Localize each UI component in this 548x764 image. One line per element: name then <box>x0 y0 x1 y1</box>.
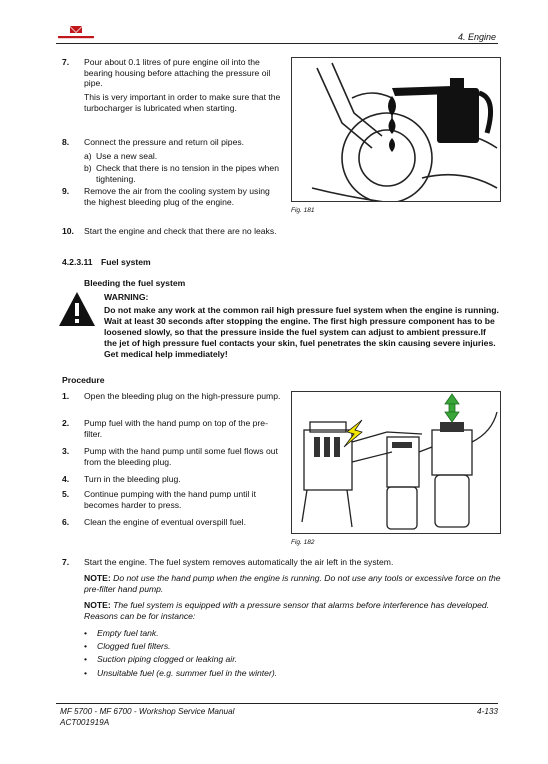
step-10 <box>62 226 502 237</box>
list-item: • Empty fuel tank. <box>84 628 484 639</box>
turbocharger-oil-illustration <box>292 58 501 202</box>
procedure-step-4 <box>62 474 284 488</box>
step-text: Pump fuel with the hand pump on top of the pre-filter. <box>84 418 268 439</box>
fuel-pump-illustration <box>292 392 501 534</box>
step-number: 9. <box>62 186 70 196</box>
footer-manual-title: MF 5700 - MF 6700 - Workshop Service Manual <box>60 707 235 716</box>
list-item: • Suction piping clogged or leaking air. <box>84 654 484 665</box>
bleeding-heading: Bleeding the fuel system <box>84 278 186 288</box>
step-9 <box>62 186 284 210</box>
section-title: 4. Engine <box>457 32 496 42</box>
step-text: Remove the air from the cooling system by using the highest bleeding plug of the engine. <box>84 186 270 207</box>
note-text: Do not use the hand pump when the engine is running. Do not use any tools or excessive force on the pre-filter hand pump. <box>84 573 501 595</box>
step-text: Start the engine and check that there are no leaks. <box>84 226 277 236</box>
step-number: 3. <box>62 446 70 456</box>
step-text: Continue pumping with the hand pump until it becomes harder to press. <box>84 489 256 510</box>
warning-text: Do not make any work at the common rail high pressure fuel system when the engine is running. Wait at least 30 seconds after stopping the engine. The first high pressure component has to be loosened slowly, so that the pressure inside the fuel system can adjust to ambient pressure.If the jet of high pressure fuel contacts your skin, fuel penetrates the skin causing severe injuries. Get medical help immediately! <box>104 305 499 359</box>
figure-181-caption: Fig. 181 <box>291 207 315 214</box>
list-item: • Unsuitable fuel (e.g. summer fuel in the winter). <box>84 668 484 679</box>
step-7 <box>62 57 284 117</box>
step-text: Start the engine. The fuel system removes automatically the air left in the system. <box>84 557 394 567</box>
footer-divider <box>56 703 498 704</box>
step-number: 1. <box>62 391 70 401</box>
step-number: 4. <box>62 474 70 484</box>
sub-step-a <box>84 151 284 162</box>
figure-181-turbocharger-oil <box>291 57 501 202</box>
footer-page-number: 4-133 <box>477 707 498 716</box>
warning-title: WARNING: <box>104 292 149 302</box>
step-text: Turn in the bleeding plug. <box>84 474 181 484</box>
step-number: 5. <box>62 489 70 499</box>
step-number: 7. <box>62 557 70 567</box>
note-label: NOTE: <box>84 600 111 610</box>
subsection-heading <box>62 257 151 268</box>
reasons-list <box>84 628 484 681</box>
step-text: This is very important in order to make sure that the turbocharger is lubricated when starting. <box>84 92 281 113</box>
note-hand-pump <box>84 573 502 595</box>
procedure-step-6 <box>62 517 284 531</box>
step-text: Pour about 0.1 litres of pure engine oil into the bearing housing before attaching the pressure oil pipe. <box>84 57 271 89</box>
sub-label: b) <box>84 163 92 174</box>
procedure-step-3 <box>62 446 284 470</box>
step-8 <box>62 137 284 185</box>
massey-ferguson-logo <box>56 26 96 40</box>
step-text: Open the bleeding plug on the high-pressure pump. <box>84 391 281 401</box>
subsection-number: 4.2.3.11 <box>62 257 93 267</box>
procedure-step-2 <box>62 418 284 442</box>
sub-label: a) <box>84 150 92 161</box>
sub-text: Use a new seal. <box>96 150 158 161</box>
step-text: Pump with the hand pump until some fuel flows out from the bleeding plug. <box>84 446 278 467</box>
page-header <box>56 26 498 44</box>
procedure-step-1 <box>62 391 284 405</box>
step-number: 10. <box>62 226 74 236</box>
sub-text: Check that there is no tension in the pipes when tightening. <box>96 163 279 185</box>
final-step-7 <box>62 557 502 568</box>
figure-182-caption: Fig. 182 <box>291 539 315 546</box>
step-number: 7. <box>62 57 70 67</box>
note-text: The fuel system is equipped with a pressure sensor that alarms before interference has developed. Reasons can be for instance: <box>84 600 490 622</box>
note-pressure-sensor <box>84 600 502 622</box>
list-item: • Clogged fuel filters. <box>84 641 484 652</box>
step-text: Connect the pressure and return oil pipes. <box>84 137 245 147</box>
procedure-heading: Procedure <box>62 375 105 385</box>
subsection-title: Fuel system <box>100 257 151 267</box>
figure-182-fuel-system <box>291 391 501 534</box>
step-number: 6. <box>62 517 70 527</box>
footer-document-code: ACT001919A <box>60 718 110 727</box>
procedure-step-5 <box>62 489 284 513</box>
step-number: 8. <box>62 137 70 147</box>
step-text: Clean the engine of eventual overspill fuel. <box>84 517 246 527</box>
sub-step-b <box>84 163 284 184</box>
warning-icon <box>58 291 96 327</box>
note-label: NOTE: <box>84 573 111 583</box>
step-number: 2. <box>62 418 70 428</box>
